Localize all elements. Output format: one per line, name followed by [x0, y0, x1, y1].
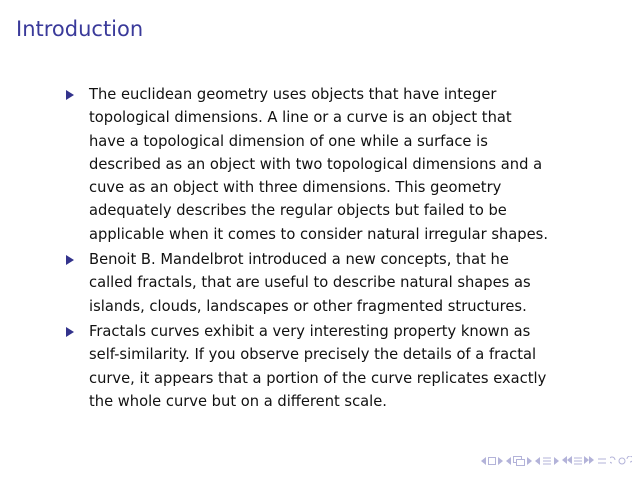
nav-next-subsection-icon[interactable]: [526, 457, 532, 465]
bullet-text-line: applicable when it comes to consider natural irregular shapes.: [89, 225, 548, 243]
bullet-text-line: curve, it appears that a portion of the curve replicates exactly: [89, 369, 547, 387]
nav-section-icon[interactable]: [542, 456, 552, 466]
bullet-text-line: self-similarity. If you observe precisely the details of a fractal: [89, 346, 537, 364]
bullet-text-line: islands, clouds, landscapes or other fragmented structures.: [89, 297, 527, 315]
slide-content: [66, 83, 606, 415]
bullet-text-line: cuve as an object with three dimensions. This geometry: [89, 179, 502, 197]
nav-prev-frame-icon[interactable]: [481, 457, 487, 465]
nav-next-section-icon[interactable]: [553, 457, 559, 465]
bullet-text-line: Fractals curves exhibit a very interesting property known as: [89, 322, 531, 340]
nav-prev-document-icon[interactable]: [562, 456, 572, 466]
bullet-triangle-icon: [66, 90, 74, 100]
navigation-bar: [481, 454, 632, 468]
bullet-text-line: the whole curve but on a different scale.: [89, 392, 387, 410]
nav-document-icon[interactable]: [573, 456, 583, 466]
bullet-item: [66, 320, 606, 413]
bullet-text-line: described as an object with two topological dimensions and a: [89, 155, 543, 173]
bullet-text-line: Benoit B. Mandelbrot introduced a new concepts, that he: [89, 251, 509, 269]
nav-next-frame-icon[interactable]: [497, 457, 503, 465]
nav-prev-section-icon[interactable]: [535, 457, 541, 465]
bullet-text-line: topological dimensions. A line or a curve is an object that: [89, 109, 512, 127]
nav-subsection-icon[interactable]: [513, 456, 525, 466]
bullet-item: [66, 248, 606, 318]
bullet-text-line: have a topological dimension of one while a surface is: [89, 132, 488, 150]
nav-prev-subsection-icon[interactable]: [506, 457, 512, 465]
bullet-text-line: The euclidean geometry uses objects that have integer: [89, 86, 497, 103]
bullet-item: [66, 83, 606, 246]
nav-align-icon[interactable]: [597, 456, 607, 466]
bullet-text-line: adequately describes the regular objects but failed to be: [89, 202, 507, 220]
bullet-triangle-icon: [66, 327, 74, 337]
nav-next-document-icon[interactable]: [584, 456, 594, 466]
nav-frame-icon[interactable]: [488, 457, 496, 465]
nav-search-icon[interactable]: [610, 456, 632, 466]
bullet-text-line: called fractals, that are useful to describe natural shapes as: [89, 274, 531, 292]
bullet-triangle-icon: [66, 255, 74, 265]
slide-title: Introduction: [16, 17, 144, 41]
